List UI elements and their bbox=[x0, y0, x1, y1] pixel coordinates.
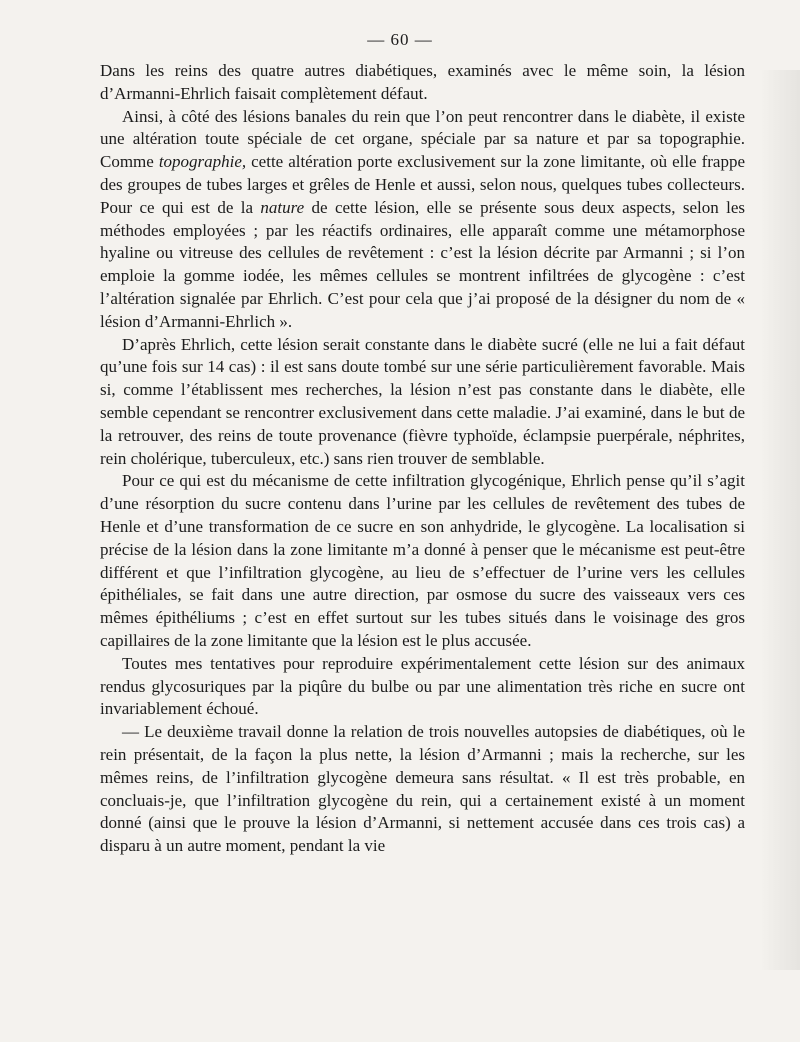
paragraph-2: Ainsi, à côté des lésions banales du rein que l’on peut rencontrer dans le diabète, il existe une altération toute spéciale de cet organe, spéciale par sa nature et par sa topographie. Comme topographie, cette altération porte exclusivement sur la zone limitante, où elle frappe des groupes de tubes larges et grêles de Henle et aussi, selon nous, quelques tubes collecteurs. Pour ce qui est de la nature de cette lésion, elle se présente sous deux aspects, selon les méthodes employées ; par les réactifs ordinaires, elle apparaît comme une métamorphose hyaline ou vitreuse des cellules de revêtement : c’est la lésion décrite par Armanni ; si l’on emploie la gomme iodée, les mêmes cellules se montrent infiltrées de glycogène : c’est l’altération signalée par Ehrlich. C’est pour cela que j’ai proposé de la désigner du nom de « lésion d’Armanni-Ehrlich ». bbox=[100, 106, 745, 331]
paragraph-4: Pour ce qui est du mécanisme de cette infiltration glycogénique, Ehrlich pense qu’il s’agit d’une résorption du sucre contenu dans l’urine par les cellules de revêtement des tubes de Henle et d’une transformation de ce sucre en son anhydride, le glycogène. La localisation si précise de la lésion dans la zone limitante m’a donné à penser que le mécanisme est peut-être différent et que l’infiltration glycogène, au lieu de s’effectuer de l’urine vers les cellules épithéliales, se fait dans une autre direction, par osmose du sucre des vaisseaux vers ces mêmes épithéliums ; c’est en effet surtout sur les tubes situés dans le voisinage des gros capillaires de la zone limitante que la lésion est le plus accusée. bbox=[100, 471, 745, 650]
paragraph-1: Dans les reins des quatre autres diabétiques, examinés avec le même soin, la lésion d’Armanni-Ehrlich faisait complètement défaut. bbox=[100, 61, 745, 103]
paragraph-3: D’après Ehrlich, cette lésion serait constante dans le diabète sucré (elle ne lui a fait défaut qu’une fois sur 14 cas) : il est sans doute tombé sur une série particulièrement favorable. Mais si, comme l’établissent mes recherches, la lésion n’est pas constante dans le diabète, elle semble cependant se rencontrer exclusivement dans cette maladie. J’ai examiné, dans le but de la retrouver, des reins de toute provenance (fièvre typhoïde, éclampsie puerpérale, néphrites, rein cholérique, tuberculeux, etc.) sans rien trouver de semblable. bbox=[100, 334, 745, 468]
page-edge-shadow bbox=[760, 70, 800, 970]
paragraph-5: Toutes mes tentatives pour reproduire expérimentalement cette lésion sur des animaux rendus glycosuriques par la piqûre du bulbe ou par une alimentation très riche en sucre ont invariablement échoué. bbox=[100, 653, 745, 719]
page-number: — 60 — bbox=[367, 30, 433, 49]
paragraph-6: — Le deuxième travail donne la relation de trois nouvelles autopsies de diabétiques, où le rein présentait, de la façon la plus nette, la lésion d’Armanni ; mais la recherche, sur les mêmes reins, de l’infiltration glycogène demeura sans résultat. « Il est très probable, en concluais-je, que l’infiltration glycogène du rein, qui a certainement existé à un moment donné (ainsi que le prouve la lésion d’Armanni, si nettement accusée dans ces trois cas) a disparu à un autre moment, pendant la vie bbox=[100, 722, 745, 856]
body-text bbox=[100, 60, 745, 858]
